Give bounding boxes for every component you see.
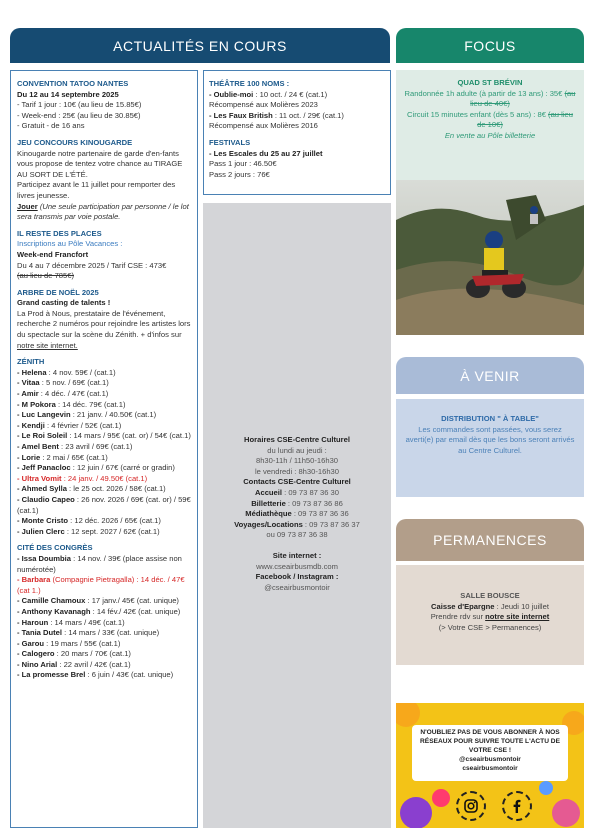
- artist-info: : 23 avril / 69€ (cat.1): [58, 442, 133, 451]
- list-item: [17, 575, 192, 596]
- artist-name: Amir: [21, 389, 39, 399]
- avenir-text: Les commandes sont passées, vous serez averti(e) par email dès que les bons seront arrivés au Centre Culturel.: [405, 424, 575, 455]
- concours-text2: Participez avant le 11 juillet pour remporter des livres jeunesse.: [17, 180, 176, 200]
- artist-name: Le Roi Soleil: [21, 431, 68, 441]
- artist-name: Ahmed Sylla: [21, 484, 67, 494]
- convention-title: CONVENTION TATOO NANTES: [17, 79, 129, 88]
- list-item: [17, 442, 192, 453]
- zenith-title: ZÉNITH: [17, 357, 45, 367]
- jouer-note: (Une seule participation par personne / le lot sera transmis par voie postale.: [17, 201, 189, 222]
- artist-name: Luc Langevin: [21, 410, 71, 420]
- artist-name: Tania Dutel: [21, 628, 63, 638]
- convention-dates: Du 12 au 14 septembre 2025: [17, 89, 119, 99]
- artist-info: : 14 mars / 95€ (cat. or) / 54€ (cat.1): [67, 431, 191, 441]
- voyages-label: Voyages/Locations: [234, 519, 303, 529]
- artist-info: : 4 février / 52€ (cat.1): [44, 420, 122, 430]
- bullet-dash: -: [17, 484, 22, 494]
- theatre-award: Récompensé aux Molières 2016: [209, 121, 318, 131]
- theatre-show-info: : 10 oct. / 24 € (cat.1): [253, 89, 328, 99]
- social-handle: @cseairbusmontoir: [459, 756, 521, 763]
- bullet-dash: -: [17, 494, 22, 504]
- jouer-link[interactable]: Jouer: [17, 201, 38, 211]
- banner-permanences-label: PERMANENCES: [433, 532, 547, 548]
- bullet-dash: -: [17, 659, 22, 669]
- list-item: [17, 639, 192, 650]
- list-item: [17, 516, 192, 527]
- cite-title: CITÉ DES CONGRÈS: [17, 543, 93, 553]
- artist-info: : 20 mars / 70€ (cat.1): [54, 649, 131, 659]
- artist-info: : 21 janv. / 40.50€ (cat.1): [70, 410, 157, 420]
- social-title: Facebook / Instagram :: [255, 572, 339, 582]
- bullet-dash: -: [17, 516, 22, 526]
- places-old-price: (au lieu de 785€): [17, 271, 74, 281]
- artist-name: Kendji: [21, 420, 45, 430]
- artist-info: : 12 déc. 2026 / 65€ (cat.1): [68, 516, 161, 526]
- artist-name: Jeff Panacloc: [21, 463, 71, 473]
- list-item: [17, 607, 192, 618]
- bullet-dash: -: [17, 463, 22, 473]
- festival-name: - Les Escales du 25 au 27 juillet: [209, 148, 323, 158]
- list-item: [17, 453, 192, 464]
- artist-info: : 19 mars / 55€ (cat.1): [44, 638, 121, 648]
- artist-info: : 14 déc. 79€ (cat.1): [55, 399, 126, 409]
- bullet-dash: -: [17, 431, 22, 441]
- list-item: [17, 618, 192, 629]
- bullet-dash: -: [17, 617, 22, 627]
- list-item: [17, 463, 192, 474]
- social-handle[interactable]: @cseairbusmontoir: [264, 582, 330, 592]
- artist-info: : 14 mars / 49€ (cat.1): [48, 617, 125, 627]
- focus-box: [396, 70, 584, 335]
- social-box: [396, 703, 584, 828]
- zenith-list: [17, 368, 192, 538]
- horaires-line: du lundi au jeudi :: [267, 445, 327, 455]
- banner-focus: [396, 28, 584, 63]
- theatre-show-info: : 11 oct. / 29€ (cat.1): [272, 110, 344, 120]
- artist-info: : 24 janv. / 49.50€ (cat.1): [61, 473, 148, 483]
- banner-actualites-label: ACTUALITÉS EN COURS: [113, 37, 287, 54]
- list-item: [17, 378, 192, 389]
- a-venir-box: [396, 399, 584, 497]
- bullet-dash: -: [17, 452, 22, 462]
- noel-link[interactable]: notre site internet.: [17, 340, 78, 350]
- bullet-dash: -: [17, 628, 22, 638]
- bullet-dash: -: [17, 420, 22, 430]
- list-item: [17, 554, 192, 575]
- actualites-box: [10, 70, 198, 828]
- places-event: Week-end Francfort: [17, 249, 89, 259]
- artist-info: : 2 mai / 65€ (cat.1): [40, 452, 108, 462]
- artist-info: : 4 déc. / 47€ (cat.1): [38, 389, 109, 399]
- banner-permanences: [396, 519, 584, 561]
- quad-photo: [396, 180, 584, 335]
- bullet-dash: -: [17, 378, 22, 388]
- artist-name: La promesse Brel: [21, 670, 86, 680]
- list-item: [17, 660, 192, 671]
- artist-name: Julien Clerc: [21, 526, 65, 536]
- bullet-dash: -: [17, 649, 22, 659]
- list-item: [17, 628, 192, 639]
- focus-sales: En vente au Pôle billetterie: [444, 130, 536, 140]
- mediatheque-label: Médiathèque: [245, 509, 292, 519]
- focus-old-price: (au lieu de 10€): [477, 109, 573, 130]
- convention-line: - Tarif 1 jour : 10€ (au lieu de 15.85€): [17, 100, 142, 110]
- festival-pass: Pass 2 jours : 76€: [209, 169, 270, 179]
- places-title: IL RESTE DES PLACES: [17, 228, 102, 238]
- list-item: [17, 495, 192, 516]
- site-link[interactable]: www.cseairbusmdb.com: [256, 561, 338, 571]
- banner-a-venir-label: À VENIR: [460, 367, 520, 384]
- artist-name: Barbara: [21, 575, 51, 585]
- theatre-box: [203, 70, 391, 195]
- artist-name: Anthony Kavanagh: [21, 606, 91, 616]
- horaires-title: Horaires CSE-Centre Culturel: [244, 435, 350, 444]
- list-item: [17, 649, 192, 660]
- bullet-dash: -: [17, 367, 22, 377]
- bullet-dash: -: [17, 553, 22, 563]
- artist-name: Calogero: [21, 649, 55, 659]
- artist-name: Lorie: [21, 452, 41, 462]
- artist-name: Ultra Vomit: [21, 473, 62, 483]
- artist-name: Helena: [21, 367, 47, 377]
- list-item: [17, 527, 192, 538]
- billetterie-phone: : 09 73 87 36 86: [285, 498, 343, 508]
- theatre-show-name: - Les Faux British: [209, 110, 273, 120]
- mediatheque-phone: : 09 73 87 36 36: [291, 509, 349, 519]
- voyages-phone2: ou 09 73 87 36 38: [266, 530, 328, 540]
- bullet-dash: -: [17, 410, 22, 420]
- artist-name: Haroun: [21, 617, 49, 627]
- perm-rdv-text: Prendre rdv sur: [430, 612, 484, 622]
- bullet-dash: -: [17, 526, 22, 536]
- noel-subtitle: Grand casting de talents !: [17, 298, 111, 308]
- cite-list: [17, 554, 192, 681]
- artist-info: : 4 nov. 59€ / (cat.1): [46, 367, 116, 377]
- noel-title: ARBRE DE NOËL 2025: [17, 287, 99, 297]
- banner-actualites: [10, 28, 390, 63]
- social-message: N'OUBLIEZ PAS DE VOUS ABONNER À NOS RÉSEAUX POUR SUIVRE TOUTE L'ACTU DE VOTRE CSE !: [420, 729, 560, 754]
- artist-info: : 26 nov. 2026 / 69€ (cat. or) / 59€ (cat.1): [17, 494, 191, 515]
- social-card: [412, 725, 568, 781]
- convention-line: - Gratuit - de 16 ans: [17, 121, 85, 131]
- artist-name: Camille Chamoux: [21, 596, 86, 606]
- festival-pass: Pass 1 jour : 46.50€: [209, 159, 277, 169]
- concours-text: Kinougarde notre partenaire de garde d'en-fants vous propose de tentez votre chance au TIRAGE AU SORT DE L'ÉTÉ.: [17, 148, 183, 179]
- bullet-dash: -: [17, 596, 22, 606]
- theatre-award: Récompensé aux Molières 2023: [209, 100, 318, 110]
- theatre-show-name: - Oublie-moi: [209, 89, 254, 99]
- accueil-phone: : 09 73 87 36 30: [282, 487, 340, 497]
- social-handle: cseairbusmontoir: [462, 765, 518, 772]
- festivals-title: FESTIVALS: [209, 137, 251, 147]
- perm-caisse-label: Caisse d'Epargne: [431, 601, 495, 611]
- banner-a-venir: [396, 357, 584, 394]
- artist-info: : 14 mars / 33€ (cat. unique): [62, 628, 160, 638]
- artist-name: Issa Doumbia: [21, 553, 72, 563]
- focus-title: QUAD ST BRÉVIN: [457, 78, 523, 87]
- site-title: Site internet :: [272, 550, 322, 560]
- focus-old-price: (au lieu de 40€): [470, 88, 576, 109]
- list-item: [17, 431, 192, 442]
- artist-name: M Pokora: [21, 399, 56, 409]
- artist-info: : 14 fév./ 42€ (cat. unique): [90, 606, 181, 616]
- bullet-dash: -: [17, 399, 22, 409]
- artist-info: : 17 janv./ 45€ (cat. unique): [85, 596, 179, 606]
- contacts-box: [203, 203, 391, 828]
- focus-price: Circuit 15 minutes enfant (dès 5 ans) : 8€: [407, 109, 546, 119]
- artist-info: : le 25 oct. 2026 / 58€ (cat.1): [66, 484, 166, 494]
- artist-info: : 12 sept. 2027 / 62€ (cat.1): [64, 526, 160, 536]
- noel-text: La Prod à Nous, prestataire de l'événement, recherche 2 numéros pour rejoindre les artistes lors du spectacle sur la scène du Zénith. + d'infos sur: [17, 308, 191, 340]
- artist-info: : 5 nov. / 69€ (cat.1): [39, 378, 109, 388]
- perm-caisse-date: : Jeudi 10 juillet: [494, 601, 549, 611]
- avenir-title: DISTRIBUTION " À TABLE": [441, 414, 539, 423]
- convention-line: - Week-end : 25€ (au lieu de 30.85€): [17, 110, 141, 120]
- focus-price: Randonnée 1h adulte (à partir de 13 ans) : 35€: [404, 88, 563, 98]
- instagram-icon[interactable]: [456, 791, 486, 821]
- bullet-dash: -: [17, 575, 22, 585]
- billetterie-label: Billetterie: [251, 498, 286, 508]
- list-item: [17, 400, 192, 411]
- bullet-dash: -: [17, 606, 22, 616]
- list-item: [17, 421, 192, 432]
- bullet-dash: -: [17, 670, 22, 680]
- artist-name: Nino Arial: [21, 659, 58, 669]
- places-inscriptions: Inscriptions au Pôle Vacances :: [17, 239, 123, 249]
- artist-name: Vitaa: [21, 378, 40, 388]
- voyages-phone: : 09 73 87 36 37: [302, 519, 360, 529]
- horaires-line: le vendredi : 8h30-16h30: [254, 466, 340, 476]
- artist-name: Amel Bent: [21, 442, 59, 451]
- list-item: [17, 484, 192, 495]
- contacts-title: Contacts CSE-Centre Culturel: [243, 477, 351, 487]
- artist-info: : 12 juin / 67€ (carré or gradin): [70, 463, 175, 473]
- artist-name: Garou: [21, 638, 45, 648]
- banner-focus-label: FOCUS: [464, 37, 516, 54]
- artist-info: : 14 nov. / 39€ (place assise non numérotée): [17, 553, 182, 574]
- bullet-dash: -: [17, 473, 22, 483]
- perm-site-link[interactable]: notre site internet: [485, 612, 550, 622]
- theatre-title: THÉÂTRE 100 NOMS :: [209, 79, 290, 88]
- list-item: [17, 410, 192, 421]
- perm-title: SALLE BOUSCE: [460, 591, 520, 600]
- list-item: [17, 596, 192, 607]
- artist-name: Monte Cristo: [21, 516, 69, 526]
- accueil-label: Accueil: [254, 487, 282, 497]
- artist-info: : 22 avril / 42€ (cat.1): [57, 659, 131, 669]
- perm-path: (> Votre CSE > Permanences): [438, 622, 542, 632]
- bullet-dash: -: [17, 442, 22, 451]
- facebook-icon[interactable]: [502, 791, 532, 821]
- bullet-dash: -: [17, 389, 22, 399]
- artist-info: : 6 juin / 43€ (cat. unique): [85, 670, 174, 680]
- list-item: [17, 670, 192, 681]
- places-details: Du 4 au 7 décembre 2025 / Tarif CSE : 473€: [17, 260, 167, 270]
- bullet-dash: -: [17, 638, 22, 648]
- list-item: [17, 389, 192, 400]
- permanences-box: [396, 565, 584, 665]
- artist-name: Claudio Capeo: [21, 494, 75, 504]
- list-item: [17, 474, 192, 485]
- concours-title: JEU CONCOURS KINOUGARDE: [17, 137, 133, 147]
- artist-info: (Compagnie Pietragalla) : 14 déc. / 47€ (cat 1.): [17, 575, 185, 595]
- horaires-line: 8h30-11h / 11h50-16h30: [255, 456, 339, 466]
- list-item: [17, 368, 192, 379]
